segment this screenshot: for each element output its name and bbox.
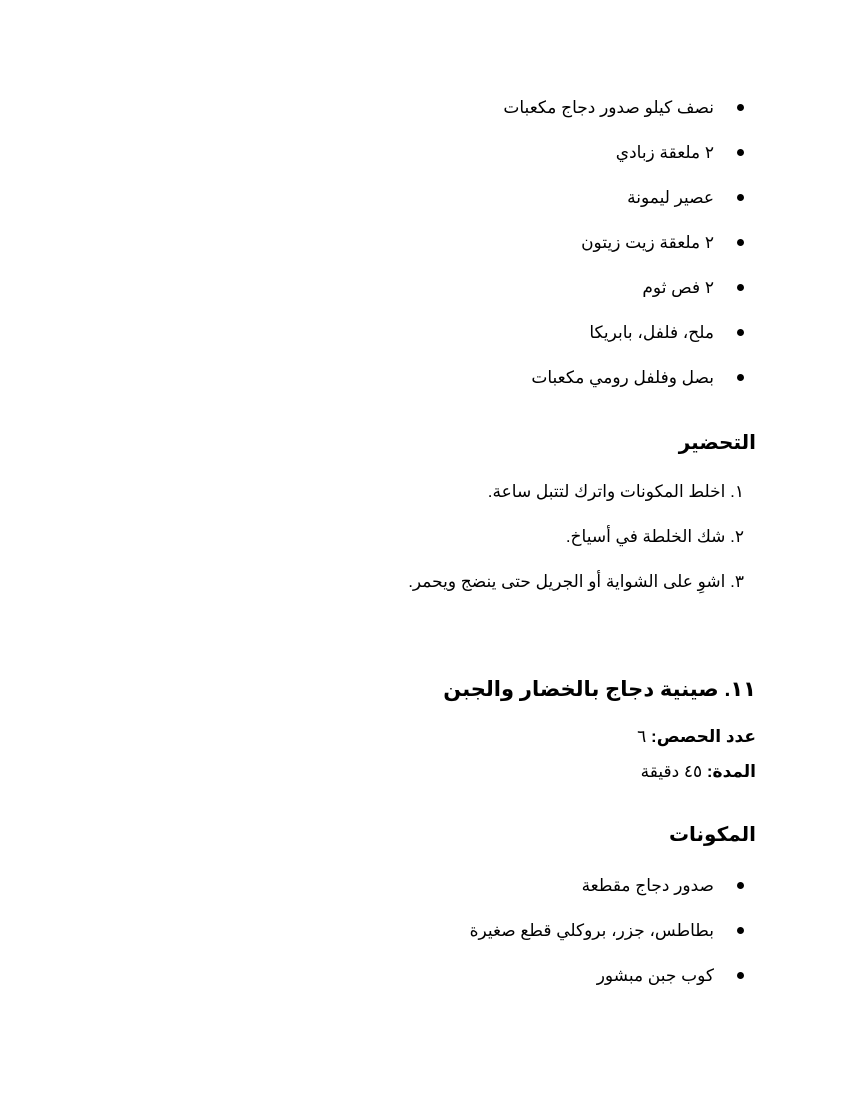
list-item	[144, 94, 744, 139]
servings-line	[637, 727, 756, 747]
duration-label: المدة:	[706, 762, 756, 781]
bullet-icon	[737, 329, 744, 336]
ingredient-text: نصف كيلو صدور دجاج مكعبات	[503, 98, 714, 117]
ingredients-heading: المكونات	[668, 824, 756, 846]
bullet-icon	[737, 972, 744, 979]
preparation-heading: التحضير	[678, 432, 756, 454]
ingredient-text: ٢ ملعقة زبادي	[615, 143, 714, 162]
list-item	[144, 917, 744, 962]
list-item	[144, 364, 744, 409]
ingredients-list-1	[144, 94, 744, 409]
ingredient-text: كوب جبن مبشور	[596, 966, 714, 985]
list-item	[144, 872, 744, 917]
ingredient-text: بطاطس، جزر، بروكلي قطع صغيرة	[469, 921, 714, 940]
list-item	[144, 274, 744, 319]
list-item	[144, 229, 744, 274]
list-item	[144, 184, 744, 229]
bullet-icon	[737, 284, 744, 291]
bullet-icon	[737, 149, 744, 156]
ingredient-text: بصل وفلفل رومي مكعبات	[531, 368, 714, 387]
duration-line	[641, 762, 756, 782]
step-item: ٢. شك الخلطة في أسياخ.	[565, 527, 744, 546]
servings-value: ٦	[637, 727, 647, 746]
ingredient-text: ٢ فص ثوم	[642, 278, 714, 297]
ingredients-list-2	[144, 872, 744, 1007]
step-item: ٣. اشوِ على الشواية أو الجريل حتى ينضج ويحمر.	[408, 572, 744, 591]
preparation-steps	[94, 478, 744, 613]
ingredient-text: عصير ليمونة	[627, 188, 714, 207]
bullet-icon	[737, 374, 744, 381]
bullet-icon	[737, 927, 744, 934]
list-item	[144, 139, 744, 184]
ingredient-text: صدور دجاج مقطعة	[581, 876, 714, 895]
bullet-icon	[737, 882, 744, 889]
step-item: ١. اخلط المكونات واترك لتتبل ساعة.	[487, 482, 744, 501]
bullet-icon	[737, 194, 744, 201]
bullet-icon	[737, 239, 744, 246]
servings-label: عدد الحصص:	[651, 727, 756, 746]
recipe-title: ١١. صينية دجاج بالخضار والجبن	[443, 678, 756, 701]
list-item	[144, 319, 744, 364]
duration-value: ٤٥ دقيقة	[640, 762, 703, 781]
ingredient-text: ٢ ملعقة زيت زيتون	[581, 233, 714, 252]
bullet-icon	[737, 104, 744, 111]
list-item	[144, 962, 744, 1007]
ingredient-text: ملح، فلفل، بابريكا	[589, 323, 714, 342]
